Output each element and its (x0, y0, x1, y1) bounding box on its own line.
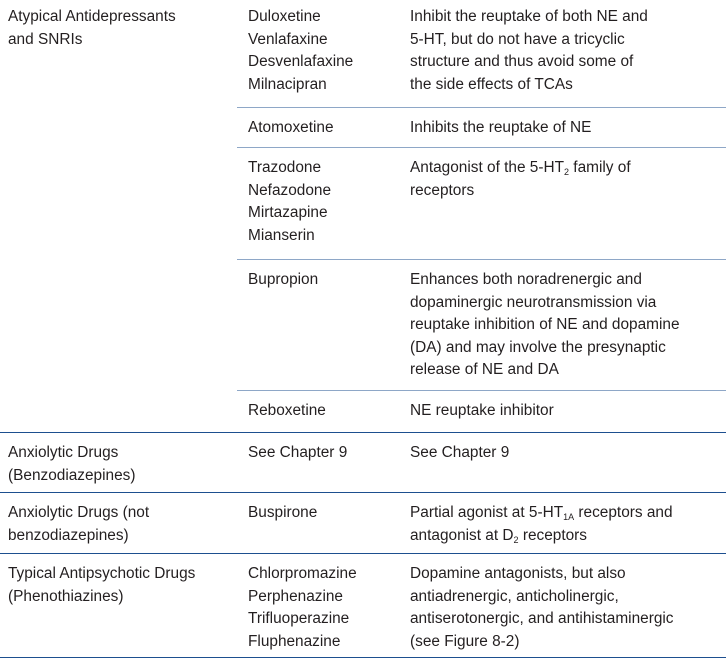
drug-cell (237, 108, 398, 148)
mechanism-line (410, 525, 726, 548)
drug-name: Bupropion (248, 271, 319, 288)
mechanism-line: dopaminergic neurotransmission via (410, 293, 657, 311)
mechanism-cell (398, 108, 726, 148)
category-line: (Benzodiazepines) (8, 466, 136, 484)
mechanism-cell (398, 148, 726, 260)
category-line: Anxiolytic Drugs (not (8, 504, 150, 521)
drug-cell (237, 0, 398, 108)
drug-cell (237, 148, 398, 260)
mechanism-line: See Chapter 9 (410, 444, 510, 461)
mechanism-line: structure and thus avoid some of (410, 53, 634, 70)
category-cell (0, 433, 237, 493)
mechanism-text: family of (569, 159, 631, 176)
drug-name: Trifluoperazine (248, 610, 350, 627)
mechanism-line: NE reuptake inhibitor (410, 402, 554, 419)
mechanism-text: Antagonist of the 5-HT (410, 159, 564, 176)
drug-name: Fluphenazine (248, 632, 341, 650)
subscript: 2 (513, 534, 519, 545)
mechanism-line: 5-HT, but do not have a tricyclic (410, 30, 625, 48)
drug-cell (237, 260, 398, 391)
mechanism-cell (398, 493, 726, 554)
category-line: Anxiolytic Drugs (8, 444, 119, 461)
drug-name: Mianserin (248, 226, 315, 244)
subscript: 1A (563, 512, 575, 522)
drug-name: Perphenazine (248, 587, 343, 605)
mechanism-line: antiadrenergic, anticholinergic, (410, 587, 619, 605)
mechanism-line: release of NE and DA (410, 361, 559, 378)
drug-name: Milnacipran (248, 75, 327, 93)
drug-name: See Chapter 9 (248, 444, 348, 461)
mechanism-line: reuptake inhibition of NE and dopamine (410, 316, 680, 333)
mechanism-line (410, 157, 726, 180)
drug-cell (237, 433, 398, 493)
mechanism-line: antiserotonergic, and antihistaminergic (410, 610, 674, 627)
category-line: Atypical Antidepressants (8, 8, 176, 25)
drug-name: Duloxetine (248, 8, 321, 25)
mechanism-line: receptors (410, 181, 475, 199)
drug-name: Venlafaxine (248, 30, 328, 48)
drug-cell (237, 493, 398, 554)
mechanism-line: (DA) and may involve the presynaptic (410, 338, 666, 356)
mechanism-cell (398, 0, 726, 108)
drug-name: Trazodone (248, 159, 322, 176)
mechanism-line: Enhances both noradrenergic and (410, 271, 642, 288)
mechanism-line: Inhibits the reuptake of NE (410, 119, 592, 136)
mechanism-text: receptors (518, 526, 587, 544)
category-line: benzodiazepines) (8, 526, 129, 544)
table-row (0, 433, 726, 493)
drug-name: Desvenlafaxine (248, 53, 354, 70)
drug-name: Mirtazapine (248, 204, 328, 221)
table-row (0, 0, 726, 108)
drug-name: Atomoxetine (248, 119, 334, 136)
drug-name: Nefazodone (248, 181, 332, 199)
category-cell (0, 493, 237, 554)
mechanism-text: antagonist at D (410, 526, 514, 544)
drug-name: Chlorpromazine (248, 565, 357, 582)
mechanism-line (410, 502, 726, 525)
mechanism-line: Inhibit the reuptake of both NE and (410, 8, 648, 25)
table-row (0, 493, 726, 554)
category-cell (0, 0, 237, 433)
drug-cell (237, 391, 398, 433)
category-line: Typical Antipsychotic Drugs (8, 565, 196, 582)
mechanism-line: the side effects of TCAs (410, 75, 573, 93)
category-line: (Phenothiazines) (8, 587, 124, 605)
mechanism-text: receptors and (574, 504, 673, 521)
subscript: 2 (564, 167, 570, 177)
mechanism-text: Partial agonist at 5-HT (410, 504, 564, 521)
category-line: and SNRIs (8, 30, 83, 48)
drug-name: Buspirone (248, 504, 318, 521)
mechanism-line: Dopamine antagonists, but also (410, 565, 626, 582)
mechanism-cell (398, 260, 726, 391)
mechanism-cell (398, 433, 726, 493)
drug-name: Reboxetine (248, 402, 326, 419)
mechanism-cell (398, 391, 726, 433)
mechanism-line: (see Figure 8-2) (410, 632, 520, 650)
